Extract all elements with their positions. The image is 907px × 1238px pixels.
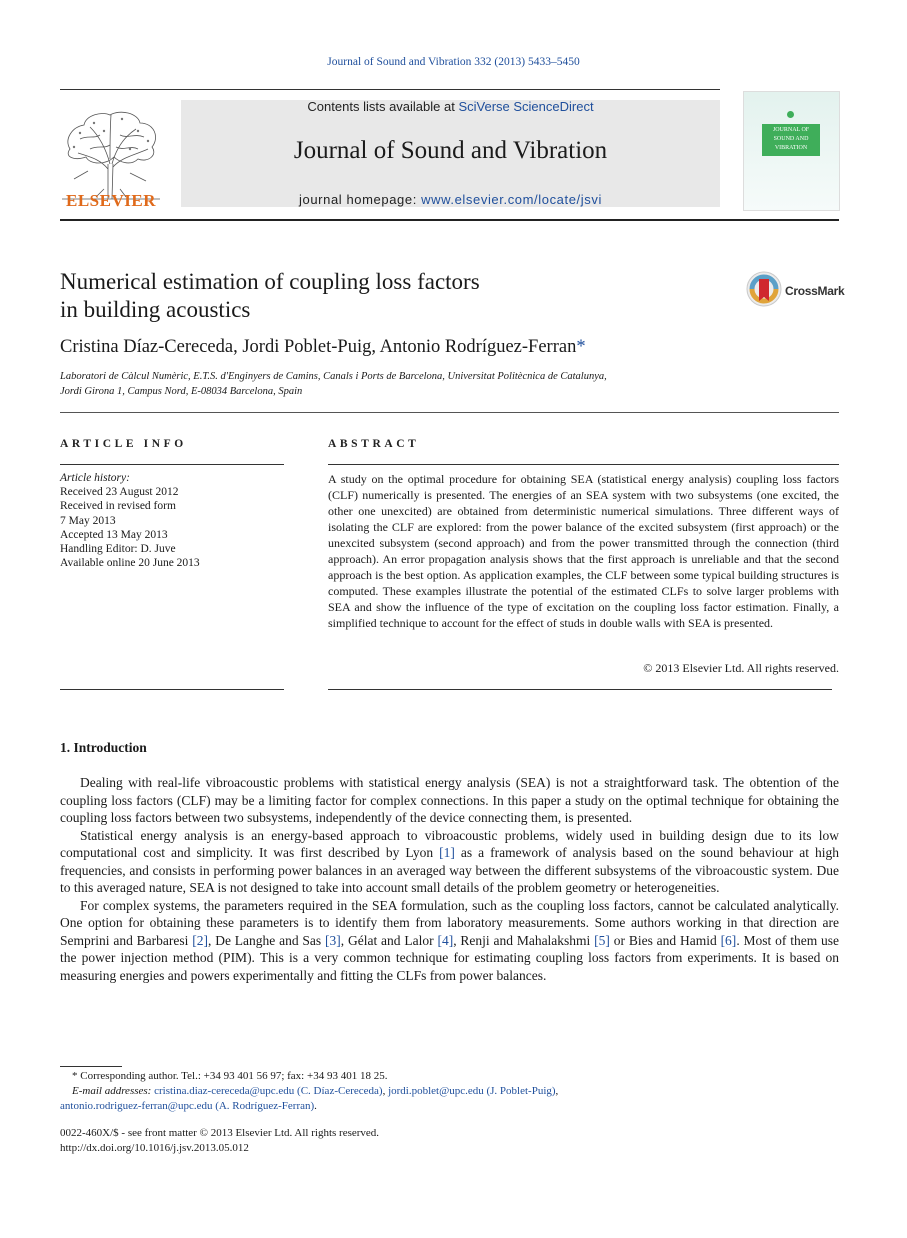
footnote-rule (60, 1066, 122, 1067)
elsevier-wordmark: ELSEVIER (66, 191, 156, 210)
separator: , (555, 1085, 559, 1097)
title-line-2: in building acoustics (60, 297, 251, 322)
reference-link[interactable]: [4] (437, 932, 454, 948)
homepage-link[interactable]: www.elsevier.com/locate/jsvi (421, 192, 602, 207)
text-span: or Bies and Hamid (609, 932, 721, 948)
abstract-copyright: © 2013 Elsevier Ltd. All rights reserved. (643, 661, 839, 675)
introduction-body (60, 774, 839, 984)
abstract-bottom-rule (328, 689, 832, 690)
paragraph: Dealing with real-life vibroacoustic problems with statistical energy analysis (SEA) is not a straightforward task. The obtention of the coupling loss factors (CLF) may be a limiting factor for complex connections. In this paper a study on the optimal technique for obtaining the coupling loss factors between two subsystems, independently of the device connecting them, is presented. (60, 775, 839, 825)
header-bottom-rule (60, 219, 839, 221)
author-list (60, 337, 760, 358)
title-line-1: Numerical estimation of coupling loss factors (60, 269, 480, 294)
sciencedirect-link[interactable]: SciVerse ScienceDirect (458, 99, 594, 114)
homepage-prefix: journal homepage: (299, 192, 422, 207)
abstract-label: ABSTRACT (328, 438, 420, 450)
cover-title-box: JOURNAL OF SOUND AND VIBRATION (762, 124, 820, 156)
reference-link[interactable]: [1] (439, 845, 455, 860)
reference-link[interactable]: [6] (720, 932, 737, 948)
history-label: Article history: (60, 472, 130, 484)
paragraph (60, 897, 839, 985)
text-span: . Most of them use the power injection method (PIM). This is a very common technique for estimating coupling loss factors from experiments. It is based on measuring energies and powers experimentally and fitting the CLFs from power balances. (60, 932, 840, 983)
authors-names: Cristina Díaz-Cereceda, Jordi Poblet-Puig, Antonio Rodríguez-Ferran (60, 337, 577, 357)
email-link[interactable]: antonio.rodriguez-ferran@upc.edu (A. Rodríguez-Ferran) (60, 1100, 315, 1112)
email-link[interactable]: jordi.poblet@upc.edu (J. Poblet-Puig) (388, 1085, 556, 1097)
abstract-text: A study on the optimal procedure for obtaining SEA (statistical energy analysis) coupling loss factors (CLF) numerically is presented. The energies of an SEA system with two subsystems (one excited, the other one unexcited) are obtained from deterministic numerical simulations. Three different ways of isolating the CLF are explored: from the power balance of the excited subsystem (first approach) or the unexcited subsystem (second approach) and from the power transmitted through the connection (third approach). An error propagation analysis shows that the first approach is unreliable and that the second approach is the best option. As application examples, the CLF between some typical building structures is computed. These examples illustrate the potential of the estimated CLFs to solve larger problems with SEA and show the influence of the type of excitation on the coupling loss factor estimation. Finally, a simplified technique to account for the effect of studs in double walls with SEA is presented. (328, 472, 839, 630)
article-history (60, 471, 290, 570)
section-divider (60, 412, 839, 413)
separator: . (314, 1100, 317, 1112)
history-item: 7 May 2013 (60, 514, 116, 527)
reference-link[interactable]: [2] (192, 932, 208, 948)
journal-homepage-line (181, 192, 720, 207)
article-info-rule (60, 464, 284, 465)
reference-link[interactable]: [3] (325, 932, 341, 948)
journal-name: Journal of Sound and Vibration (293, 137, 608, 164)
journal-citation[interactable]: Journal of Sound and Vibration 332 (2013) 5433–5450 (327, 56, 580, 68)
text-span: , Gélat and Lalor (340, 932, 438, 948)
corresponding-author-mark[interactable]: * (576, 337, 586, 357)
text-span: , De Langhe and Sas (207, 932, 326, 948)
text-span: Statistical energy analysis is an energy-based approach to vibroacoustic problems, widely used in building design due to its low computational cost and simplicity. It was first described by Lyon (60, 827, 839, 860)
history-item: Accepted 13 May 2013 (60, 528, 168, 541)
affiliation-line-1: Laboratori de Càlcul Numèric, E.T.S. d'Enginyers de Camins, Canals i Ports de Barcelona, Universitat Politècnica de Catalunya, (60, 371, 607, 382)
history-item: Available online 20 June 2013 (60, 557, 200, 570)
contents-available-line (181, 99, 720, 114)
doi-link[interactable]: http://dx.doi.org/10.1016/j.jsv.2013.05.012 (60, 1141, 249, 1154)
footnotes (60, 1069, 839, 1114)
history-item: Received in revised form (60, 500, 176, 513)
article-title (60, 268, 620, 324)
abstract-rule (328, 464, 839, 465)
text-span: , Renji and Mahalakshmi (453, 932, 595, 948)
cover-logo-dot (787, 111, 794, 118)
corresponding-author-note: * Corresponding author. Tel.: +34 93 401 56 97; fax: +34 93 401 18 25. (72, 1070, 388, 1082)
text-span: For complex systems, the parameters required in the SEA formulation, such as the coupling loss factors, cannot be calculated analytically. One option for obtaining these parameters is to identify them from laboratory measurements. Some authors working in that direction are Semprini and Barbaresi (60, 897, 839, 948)
email-addresses-cont (60, 1099, 839, 1114)
affiliation (60, 369, 760, 399)
text-span: as a framework of analysis based on the sound behaviour at high frequencies, and consists in performing power balances in an averaged way between the different subsystems of the vibroacoustic system. Due to this averaged nature, SEA is not designed to take into account small details of the problem geometry or heterogeneities. (60, 845, 840, 895)
history-item: Received 23 August 2012 (60, 486, 179, 499)
history-item: Handling Editor: D. Juve (60, 543, 176, 556)
email-addresses (60, 1084, 839, 1099)
email-label: E-mail addresses: (72, 1085, 155, 1097)
front-matter (60, 1126, 660, 1155)
article-info-label: ARTICLE INFO (60, 438, 187, 450)
issn-line: 0022-460X/$ - see front matter © 2013 Elsevier Ltd. All rights reserved. (60, 1127, 380, 1139)
email-link[interactable]: cristina.diaz-cereceda@upc.edu (C. Díaz-Cereceda) (154, 1085, 383, 1097)
reference-link[interactable]: [5] (594, 932, 610, 948)
header-top-rule (60, 89, 720, 90)
article-info-bottom-rule (60, 689, 284, 690)
section-heading-introduction: 1. Introduction (60, 740, 147, 755)
affiliation-line-2: Jordi Girona 1, Campus Nord, E-08034 Barcelona, Spain (60, 386, 303, 397)
crossmark-label[interactable]: CrossMark (785, 284, 845, 298)
crossmark-icon[interactable] (745, 270, 785, 310)
contents-prefix: Contents lists available at (307, 99, 459, 114)
separator: , (382, 1085, 389, 1097)
paragraph (60, 827, 839, 897)
